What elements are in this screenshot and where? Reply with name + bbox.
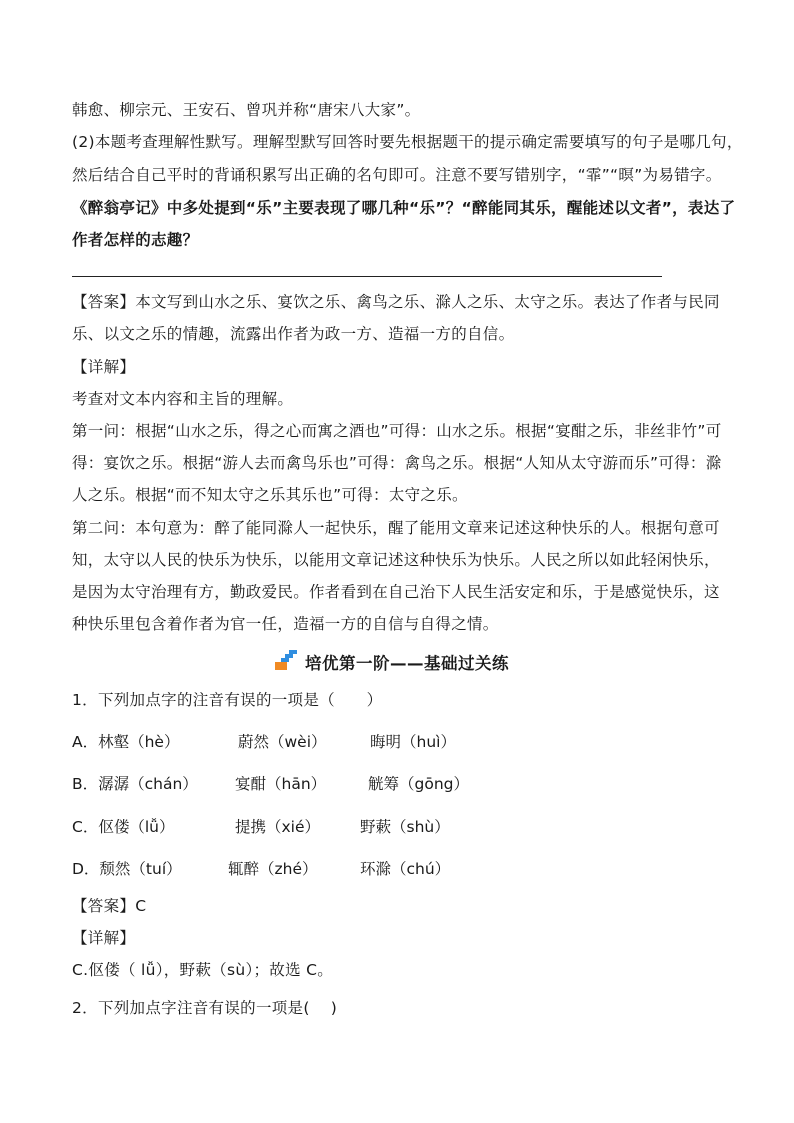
detail-line: 第二问：本句意为：醉了能同滁人一起快乐，醒了能用文章来记述这种快乐的人。根据句意可 xyxy=(72,519,720,537)
option-d-item-1: D．颓然（tuí） xyxy=(72,860,182,878)
option-b-item-1: B．潺潺（chán） xyxy=(72,775,198,793)
stairs-icon xyxy=(275,650,299,674)
detail-label: 【详解】 xyxy=(72,929,136,947)
detail-line: 第一问：根据“山水之乐，得之心而寓之酒也”可得：山水之乐。根据“宴酣之乐，非丝非竹”可 xyxy=(72,422,722,440)
question-line: 《醉翁亭记》中多处提到“乐”主要表现了哪几种“乐”？“醉能同其乐，醒能述以文者”，表达了 xyxy=(72,199,736,217)
detail-line: 考查对文本内容和主旨的理解。 xyxy=(72,390,294,408)
detail-line: 人之乐。根据“而不知太守之乐其乐也”可得：太守之乐。 xyxy=(72,486,468,504)
option-a-item-2: 蔚然（wèi） xyxy=(238,733,327,751)
option-c-item-3: 野蔌（shù） xyxy=(360,818,450,836)
option-c-item-2: 提携（xié） xyxy=(235,818,321,836)
detail-line: 种快乐里包含着作者为官一任，造福一方的自信与自得之情。 xyxy=(72,615,499,633)
detail-line: 是因为太守治理有方，勤政爱民。作者看到在自己治下人民生活安定和乐，于是感觉快乐，这 xyxy=(72,583,720,601)
option-a-item-1: A．林壑（hè） xyxy=(72,733,180,751)
option-b-item-3: 觥筹（gōng） xyxy=(368,775,469,793)
option-b-item-2: 宴酣（hān） xyxy=(235,775,327,793)
section-heading xyxy=(275,650,509,674)
answer-line: 【答案】本文写到山水之乐、宴饮之乐、禽鸟之乐、滁人之乐、太守之乐。表达了作者与民同 xyxy=(72,293,720,311)
detail-line: 知，太守以人民的快乐为快乐，以能用文章记述这种快乐为快乐。人民之所以如此轻闲快乐， xyxy=(72,551,720,569)
answer-blank-line xyxy=(72,276,662,277)
question-line: 作者怎样的志趣？ xyxy=(72,231,199,249)
detail-line: C.伛偻（ lǚ），野蔌（sù）；故选 C。 xyxy=(72,961,334,979)
text-line: 然后结合自己平时的背诵积累写出正确的名句即可。注意不要写错别字，“霏”“暝”为易错字。 xyxy=(72,166,722,184)
detail-line: 得：宴饮之乐。根据“游人去而禽鸟乐也”可得：禽鸟之乐。根据“人知从太守游而乐”可得：滁 xyxy=(72,454,722,472)
option-d-item-2: 辄醉（zhé） xyxy=(228,860,318,878)
answer-label: 【答案】C xyxy=(72,897,147,915)
answer-line: 乐、以文之乐的情趣，流露出作者为政一方、造福一方的自信。 xyxy=(72,325,515,343)
section-title: 培优第一阶——基础过关练 xyxy=(305,654,509,673)
option-d-item-3: 环滁（chú） xyxy=(360,860,451,878)
question-stem: 2．下列加点字注音有误的一项是( ) xyxy=(72,999,338,1017)
option-a-item-3: 晦明（huì） xyxy=(370,733,456,751)
option-c-item-1: C．伛偻（lǚ） xyxy=(72,818,175,836)
text-line: (2)本题考查理解性默写。理解型默写回答时要先根据题干的提示确定需要填写的句子是哪几句， xyxy=(72,133,743,151)
question-stem: 1．下列加点字的注音有误的一项是（ ） xyxy=(72,691,383,709)
detail-label: 【详解】 xyxy=(72,358,136,376)
text-line: 韩愈、柳宗元、王安石、曾巩并称“唐宋八大家”。 xyxy=(72,101,421,119)
